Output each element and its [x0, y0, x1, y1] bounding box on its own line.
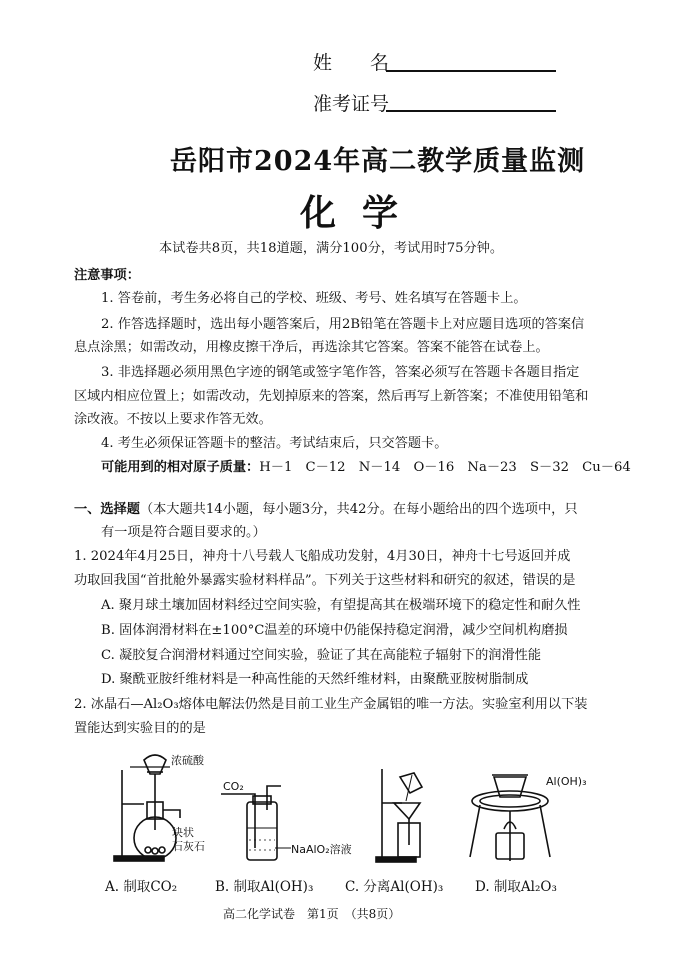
clay-triangle-ring: [472, 791, 548, 811]
apparatus-d-diagram: [462, 767, 612, 867]
page-footer: 高二化学试卷 第1页 （共8页）: [223, 907, 401, 921]
q1-option-a: A. 聚月球土壤加固材料经过空间实验，有望提高其在极端环境下的稳定性和耐久性: [101, 598, 581, 613]
exam-id-label: 准考证号: [313, 93, 390, 115]
crucible: [494, 777, 526, 797]
section-desc-line2: 有一项是符合题目要求的。）: [101, 525, 266, 540]
page-title: 岳阳市2024年高二教学质量监测: [170, 146, 586, 177]
delivery-tube: [163, 810, 180, 818]
pouring-beaker: [400, 773, 422, 793]
notice-item: 3. 非选择题必须用黑色字迹的钢笔或签字笔作答，答案必须写在答题卡各题目指定: [101, 365, 580, 380]
atomic-masses-values: H－1 C－12 N－14 O－16 Na－23 S－32 Cu－64: [259, 460, 631, 475]
q1-option-d: D. 聚酰亚胺纤维材料是一种高性能的天然纤维材料，由聚酰亚胺树脂制成: [101, 672, 529, 687]
label-block: 块状: [172, 826, 194, 839]
q2-option-d: D. 制取Al₂O₃: [475, 879, 557, 895]
subject-title: 化学: [300, 192, 425, 234]
q2-option-a: A. 制取CO₂: [105, 879, 178, 895]
exam-info: 本试卷共8页，共18道题，满分100分，考试用时75分钟。: [159, 241, 504, 256]
label-limestone: 石灰石: [172, 840, 205, 853]
q2-stem-line1: 2. 冰晶石—Al₂O₃熔体电解法仍然是目前工业生产金属铝的唯一方法。实验室利用以下装: [74, 697, 588, 712]
label-conc-sulfuric-acid: 浓硫酸: [171, 754, 204, 767]
q2-option-c: C. 分离Al(OH)₃: [345, 879, 444, 895]
q1-option-c: C. 凝胶复合润滑材料通过空间实验，验证了其在高能粒子辐射下的润滑性能: [101, 648, 542, 663]
exam-id-field[interactable]: [386, 110, 556, 112]
notice-item: 区域内相应位置上；如需改动，先划掉原来的答案，然后再写上新答案；不准使用铅笔和: [74, 389, 589, 404]
notice-item: 息点涂黑；如需改动，用橡皮擦干净后，再选涂其它答案。答案不能答在试卷上。: [74, 340, 549, 355]
name-field[interactable]: [386, 70, 556, 72]
funnel: [394, 803, 420, 819]
notice-heading: 注意事项：: [74, 268, 140, 283]
q2-option-b: B. 制取Al(OH)₃: [215, 879, 314, 895]
atomic-masses-label: 可能用到的相对原子质量：: [101, 460, 260, 475]
section-desc: （本大题共14小题，每小题3分，共42分。在每小题给出的四个选项中，只: [139, 502, 578, 517]
apparatus-a-diagram: [100, 752, 220, 864]
separatory-funnel: [144, 755, 166, 774]
q1-stem-line2: 功取回我国“首批舱外暴露实验材料样品”。下列关于这些材料和研究的叙述，错误的是: [74, 573, 576, 588]
label-co2: CO₂: [223, 780, 244, 793]
wash-bottle: [247, 802, 277, 860]
notice-item: 2. 作答选择题时，选出每小题答案后，用2B铅笔在答题卡上对应题目选项的答案信: [101, 317, 585, 332]
section-heading: [74, 499, 578, 521]
label-aloh3: Al(OH)₃: [546, 775, 587, 788]
tripod-leg: [540, 805, 550, 857]
gas-outlet-tube: [267, 786, 281, 810]
q1-option-b: B. 固体润滑材料在±100°C温差的环境中仍能保持稳定润滑，减少空间机构磨损: [101, 623, 568, 638]
notice-item: 4. 考生必须保证答题卡的整洁。考试结束后，只交答题卡。: [101, 436, 448, 451]
apparatus-c-diagram: [372, 753, 438, 865]
label-naalo2-solution: NaAlO₂溶液: [291, 843, 352, 856]
notice-item: 1. 答卷前，考生务必将自己的学校、班级、考号、姓名填写在答题卡上。: [101, 291, 527, 306]
q1-stem-line1: 1. 2024年4月25日，神舟十八号载人飞船成功发射，4月30日，神舟十七号返回并成: [74, 549, 571, 564]
apparatus-b-diagram: [219, 778, 354, 864]
tripod-leg: [470, 805, 480, 857]
section-title: 一、选择题: [74, 502, 140, 517]
atomic-masses: [101, 457, 631, 479]
name-label: 姓 名: [313, 52, 390, 74]
notice-item: 涂改液。不按以上要求作答无效。: [74, 412, 272, 427]
q2-stem-line2: 置能达到实验目的的是: [74, 721, 206, 736]
